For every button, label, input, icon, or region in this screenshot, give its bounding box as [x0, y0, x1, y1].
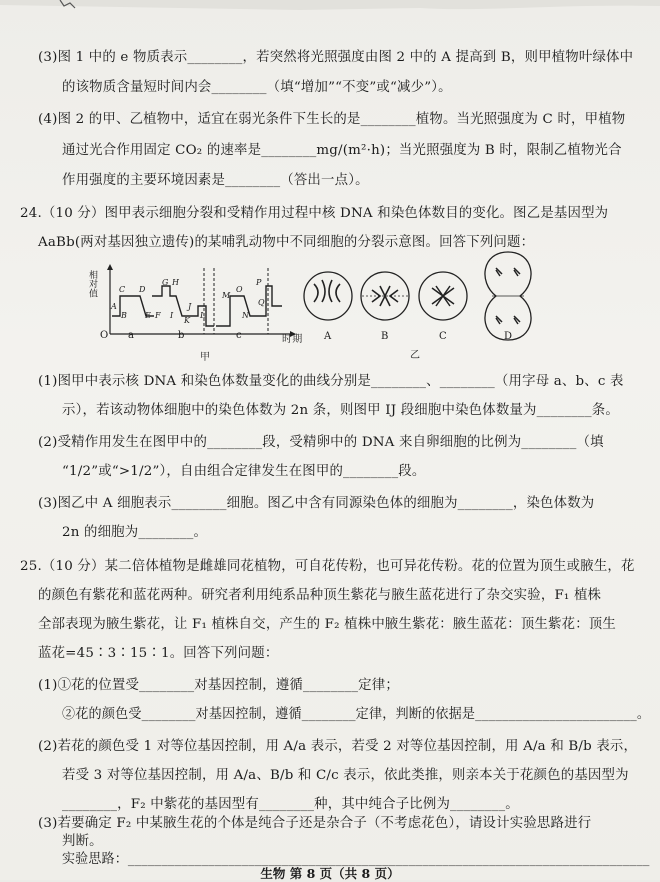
q24-s3-line1: (3)图乙中 A 细胞表示________细胞。图乙中含有同源染色体的细胞为________，染色体数为	[38, 496, 595, 511]
figure-jia-point-label-N: N	[242, 311, 250, 320]
q25-s3-line1: (3)若要确定 F₂ 中某腋生花的个体是纯合子还是杂合子（不考虑花色），请设计实验思路进行	[38, 816, 592, 831]
q24-intro-line2: AaBb(两对基因独立遗传)的某哺乳动物中不同细胞的分裂示意图。回答下列问题：	[38, 235, 535, 250]
figure-yi-cells	[300, 246, 560, 346]
figure-yi-label-C: C	[439, 331, 447, 342]
q23-part3-line1: (3)图 1 中的 e 物质表示________，若突然将光照强度由图 2 中的 A 提高到 B，则甲植物叶绿体中	[38, 50, 634, 65]
figure-yi-label-B: B	[381, 331, 389, 342]
q24-s1-line2: 示），若该动物体细胞中的染色体数为 2n 条，则图甲 IJ 段细胞中染色体数量为________条。	[62, 403, 619, 418]
page-footer: 生物 第 8 页（共 8 页）	[260, 866, 400, 881]
figure-jia-point-label-J: J	[188, 302, 192, 311]
figure-jia-point-label-A: A	[111, 302, 117, 311]
figure-jia-origin: O	[100, 330, 109, 341]
figure-yi-label-A: A	[324, 331, 332, 342]
q24-s1-line1: (1)图甲中表示核 DNA 和染色体数量变化的曲线分别是________、________（用字母 a、b、c 表	[38, 374, 624, 389]
figure-jia-point-label-E: E	[145, 311, 152, 320]
torn-top-edge	[0, 0, 660, 24]
q25-s2-line3: ________，F₂ 中紫花的基因型有________种，其中纯合子比例为________。	[62, 797, 519, 812]
q25-s1-part1: (1)①花的位置受________对基因控制，遵循________定律；	[38, 678, 399, 693]
q25-intro-line2: 的颜色有紫花和蓝花两种。研究者利用纯系品种顶生紫花与腋生蓝花进行了杂交实验，F₁ 植株	[38, 588, 602, 603]
cell-D	[485, 252, 531, 340]
figure-jia-point-label-I: I	[170, 311, 174, 320]
figure-jia-segment-a: a	[128, 330, 135, 341]
q25-s2-line1: (2)若花的颜色受 1 对等位基因控制，用 A/a 表示，若受 2 对等位基因控制，用 A/a 和 B/b 表示，	[38, 739, 638, 754]
cell-B	[361, 272, 409, 320]
figure-jia-point-label-Q: Q	[258, 298, 265, 307]
figure-jia-caption: 甲	[200, 352, 211, 363]
q25-intro-line1: 25.（10 分）某二倍体植物是雌雄同花植物，可自花传粉，也可异花传粉。花的位置为顶生或腋生，花	[20, 559, 635, 574]
figure-jia-point-label-K: K	[184, 316, 191, 325]
figure-yi-label-D: D	[504, 331, 513, 342]
q25-s1-part2: ②花的颜色受________对基因控制，遵循________定律，判断的依据是________________________。	[62, 707, 651, 722]
figure-jia-point-label-G: G	[162, 278, 169, 287]
q24-s2-line2: “1/2”或“>1/2”），自由组合定律发生在图甲的________段。	[62, 464, 426, 479]
figure-jia-segment-b: b	[178, 330, 185, 341]
figure-jia-segment-c: c	[236, 330, 242, 341]
q23-part3-line2: 的该物质含量短时间内会________（填“增加”“不变”或“减少”）。	[62, 80, 452, 95]
q25-s2-line2: 若受 3 对等位基因控制，用 A/a、B/b 和 C/c 表示，依此类推，则亲本关于花颜色的基因型为	[62, 768, 629, 783]
figure-yi-caption: 乙	[410, 350, 421, 361]
figure-jia-point-label-F: F	[155, 311, 161, 320]
q25-s3-line2: 判断。	[62, 834, 103, 849]
q24-s3-line2: 2n 的细胞为________。	[62, 525, 208, 540]
cell-A	[304, 272, 352, 320]
figure-jia-point-label-L: L	[200, 311, 206, 320]
figure-jia-ylabel: 相对值	[87, 270, 97, 298]
figure-jia-point-label-D: D	[139, 285, 146, 294]
q23-part4-line2: 通过光合作用固定 CO₂ 的速率是________mg/(m²·h)；当光照强度为 B 时，限制乙植物光合	[62, 143, 622, 158]
figure-jia-point-label-B: B	[121, 311, 128, 320]
figure-jia-point-label-C: C	[119, 285, 126, 294]
figure-jia-point-label-M: M	[222, 291, 231, 300]
cell-C	[419, 272, 467, 320]
q23-part4-line1: (4)图 2 的甲、乙植物中，适宜在弱光条件下生长的是________植物。当光照强度为 C 时，甲植物	[38, 112, 626, 127]
q25-s3-line3: 实验思路：______________________________________________________________________________	[62, 852, 650, 867]
figure-jia-point-label-O: O	[236, 285, 243, 294]
figure-jia-xlabel: 时期	[282, 334, 303, 345]
q25-intro-line4: 蓝花=45∶3∶15∶1。回答下列问题：	[38, 646, 279, 661]
figure-jia-point-label-P: P	[256, 278, 262, 287]
figure-jia-point-label-H: H	[172, 278, 180, 287]
q24-s2-line1: (2)受精作用发生在图甲中的________段，受精卵中的 DNA 来自卵细胞的比例为________（填	[38, 435, 604, 450]
q25-intro-line3: 全部表现为腋生紫花，让 F₁ 植株自交，产生的 F₂ 植株中腋生紫花：腋生蓝花：顶生紫花：顶生	[38, 617, 616, 632]
q24-intro-line1: 24.（10 分）图甲表示细胞分裂和受精作用过程中核 DNA 和染色体数目的变化。图乙是基因型为	[20, 206, 609, 221]
q23-part4-line3: 作用强度的主要环境因素是________（答出一点）。	[62, 173, 369, 188]
